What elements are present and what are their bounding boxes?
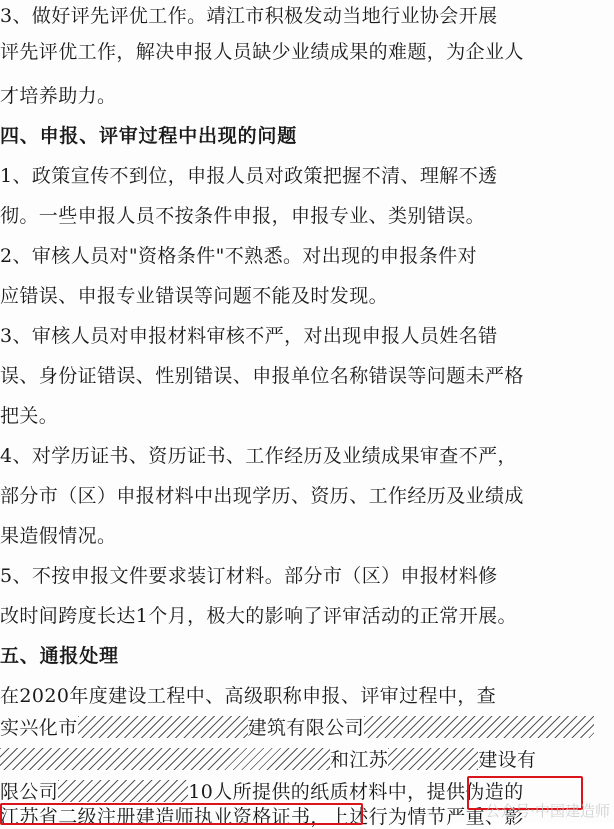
text-line: 限公司 10人所提供的纸质材料中，提供伪造的 [0,781,524,803]
redaction-block [388,748,478,770]
redaction-block [364,716,594,738]
text-line: 才培养助力。 [0,85,117,107]
redaction-block [0,748,330,770]
text-line: 在2020年度建设工程中、高级职称申报、评审过程中，查 [0,685,497,707]
section-heading: 五、通报处理 [0,645,119,667]
redaction-block [58,780,188,802]
highlighted-text: 江苏省二级注册建造师执业资格证书 [0,806,311,828]
redaction-block [78,716,248,738]
text-line: 改时间跨度长达1个月，极大的影响了评审活动的正常开展。 [0,605,517,627]
text-line: 1、政策宣传不到位，申报人员对政策把握不清、理解不透 [0,165,498,187]
text-line: 5、不按申报文件要求装订材料。部分市（区）申报材料修 [0,565,498,587]
text-line: 江苏省二级注册建造师执业资格证书，上述行为情节严重、影 [0,806,524,828]
text-line: 3、审核人员对申报材料审核不严，对出现申报人员姓名错 [0,325,498,347]
text-line: 误、身份证错误、性别错误、申报单位名称错误等问题未严格 [0,365,524,387]
text-line: 评先评优工作，解决申报人员缺少业绩成果的难题，为企业人 [0,41,524,63]
highlighted-text: 提供伪造的 [426,781,524,803]
watermark: 公众号·中国建造师 [485,802,610,820]
section-heading: 四、申报、评审过程中出现的问题 [0,125,298,147]
text-line: 彻。一些申报人员不按条件申报，申报专业、类别错误。 [0,205,486,227]
text-line: 应错误、申报专业错误等问题不能及时发现。 [0,285,389,307]
text-line: 把关。 [0,405,59,427]
highlight-box [0,803,363,825]
text-line: 实兴化市 建筑有限公司 [0,716,614,740]
text-line: 4、对学历证书、资历证书、工作经历及业绩成果审查不严， [0,445,517,467]
text-line: 部分市（区）申报材料中出现学历、资历、工作经历及业绩成 [0,485,524,507]
text-line: 3、做好评先评优工作。靖江市积极发动当地行业协会开展 [0,5,498,27]
text-line: 果造假情况。 [0,525,117,547]
text-line: 2、审核人员对"资格条件"不熟悉。对出现的申报条件对 [0,245,477,267]
text-line: 和江苏 建设有 [0,748,614,772]
